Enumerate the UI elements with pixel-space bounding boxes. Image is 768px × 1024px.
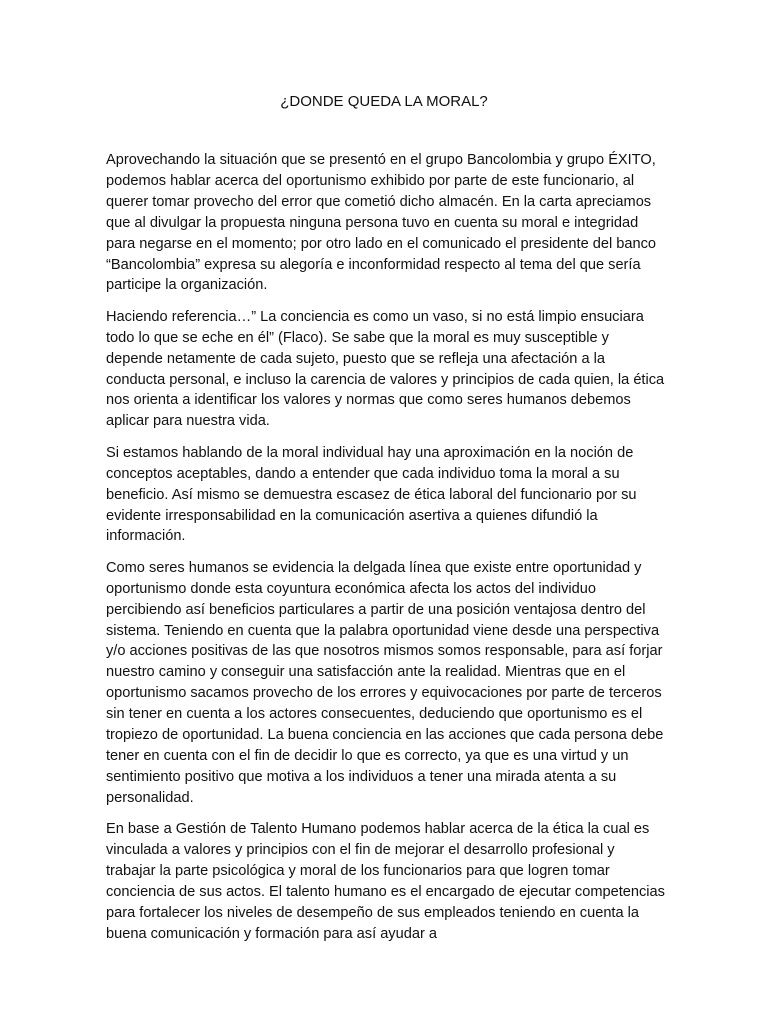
document-body bbox=[106, 150, 666, 955]
paragraph: Aprovechando la situación que se presentó en el grupo Bancolombia y grupo ÉXITO, podemos hablar acerca del oportunismo exhibido por parte de este funcionario, al querer tomar provecho del error que cometió dicho almacén. En la carta apreciamos que al divulgar la propuesta ninguna persona tuvo en cuenta su moral e integridad para negarse en el momento; por otro lado en el comunicado el presidente del banco “Bancolombia” expresa su alegoría e inconformidad respecto al tema del que sería participe la organización. bbox=[106, 152, 657, 294]
paragraph: En base a Gestión de Talento Humano podemos hablar acerca de la ética la cual es vinculada a valores y principios con el fin de mejorar el desarrollo profesional y trabajar la parte psicológica y moral de los funcionarios para que logren tomar conciencia de sus actos. El talento humano es el encargado de ejecutar competencias para fortalecer los niveles de desempeño de sus empleados teniendo en cuenta la buena comunicación y formación para así ayudar a bbox=[106, 821, 665, 942]
paragraph: Si estamos hablando de la moral individual hay una aproximación en la noción de conceptos aceptables, dando a entender que cada individuo toma la moral a su beneficio. Así mismo se demuestra escasez de ética laboral del funcionario por su evidente irresponsabilidad en la comunicación asertiva a quienes difundió la información. bbox=[106, 444, 637, 545]
paragraph: Como seres humanos se evidencia la delgada línea que existe entre oportunidad y oportunismo donde esta coyuntura económica afecta los actos del individuo percibiendo así beneficios particulares a partir de una posición ventajosa dentro del sistema. Teniendo en cuenta que la palabra oportunidad viene desde una perspectiva y/o acciones positivas de las que nosotros mismos somos responsable, para así forjar nuestro camino y conseguir una satisfacción ante la realidad. Mientras que en el oportunismo sacamos provecho de los errores y equivocaciones por parte de terceros sin tener en cuenta a los actores consecuentes, deduciendo que oportunismo es el tropiezo de oportunidad. La buena conciencia en las acciones que cada persona debe tener en cuenta con el fin de decidir lo que es correcto, ya que es una virtud y un sentimiento positivo que motiva a los individuos a tener una mirada atenta a su personalidad. bbox=[106, 559, 664, 806]
paragraph: Haciendo referencia…” La conciencia es como un vaso, si no está limpio ensuciara todo lo que se eche en él” (Flaco). Se sabe que la moral es muy susceptible y depende netamente de cada sujeto, puesto que se refleja una afectación a la conducta personal, e incluso la carencia de valores y principios de cada quien, la ética nos orienta a identificar los valores y normas que como seres humanos debemos aplicar para nuestra vida. bbox=[106, 308, 665, 430]
document-title: ¿DONDE QUEDA LA MORAL? bbox=[280, 93, 488, 110]
